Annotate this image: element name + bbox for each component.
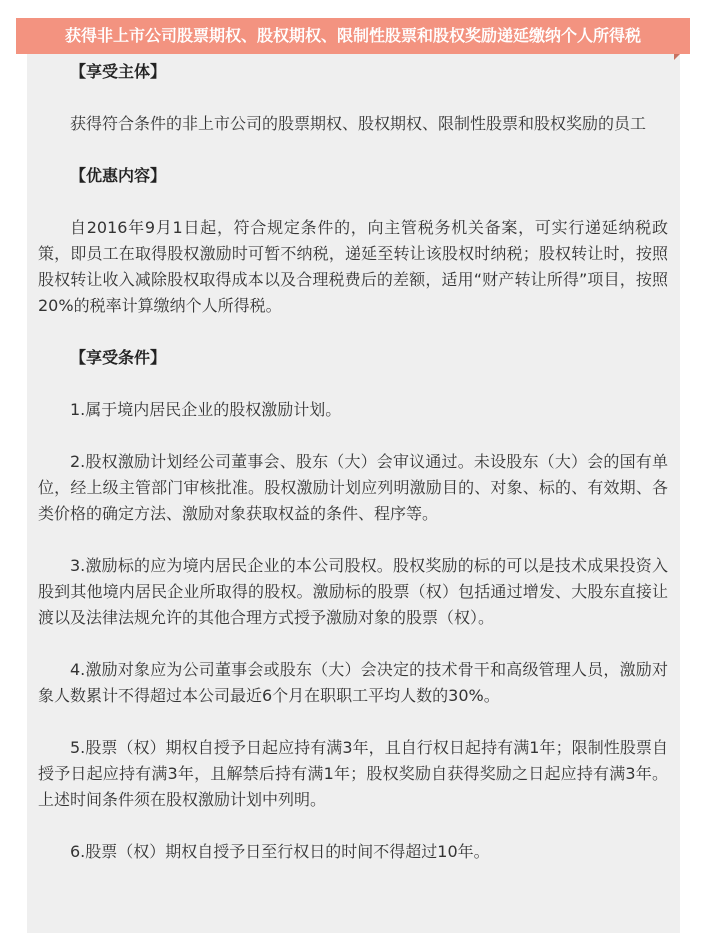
condition-item-5: 5.股票（权）期权自授予日起应持有满3年，且自行权日起持有满1年；限制性股票自授予日起应持有满3年，且解禁后持有满1年；股权奖励自获得奖励之日起应持有满3年。上述时间条件须在股权激励计划中列明。: [38, 738, 668, 809]
condition-item-6: 6.股票（权）期权自授予日至行权日的时间不得超过10年。: [70, 842, 490, 861]
content-card: [27, 44, 680, 933]
benefit-heading: 【优惠内容】: [70, 166, 167, 185]
subject-heading: 【享受主体】: [70, 62, 167, 81]
banner-fold: [674, 54, 680, 60]
benefit-text: 自2016年9月1日起，符合规定条件的，向主管税务机关备案，可实行递延纳税政策，即员工在取得股权激励时可暂不纳税，递延至转让该股权时纳税；股权转让时，按照股权转让收入减除股权取得成本以及合理税费后的差额，适用“财产转让所得”项目，按照20%的税率计算缴纳个人所得税。: [38, 218, 668, 315]
title-banner: 获得非上市公司股票期权、股权期权、限制性股票和股权奖励递延缴纳个人所得税: [16, 18, 690, 54]
conditions-heading: 【享受条件】: [70, 348, 167, 367]
condition-item-2: 2.股权激励计划经公司董事会、股东（大）会审议通过。未设股东（大）会的国有单位，经上级主管部门审核批准。股权激励计划应列明激励目的、对象、标的、有效期、各类价格的确定方法、激励对象获取权益的条件、程序等。: [38, 452, 668, 523]
subject-text: 获得符合条件的非上市公司的股票期权、股权期权、限制性股票和股权奖励的员工: [70, 114, 647, 133]
condition-item-4: 4.激励对象应为公司董事会或股东（大）会决定的技术骨干和高级管理人员，激励对象人数累计不得超过本公司最近6个月在职职工平均人数的30%。: [38, 660, 668, 705]
condition-item-1: 1.属于境内居民企业的股权激励计划。: [70, 400, 342, 419]
condition-item-3: 3.激励标的应为境内居民企业的本公司股权。股权奖励的标的可以是技术成果投资入股到其他境内居民企业所取得的股权。激励标的股票（权）包括通过增发、大股东直接让渡以及法律法规允许的其他合理方式授予激励对象的股票（权）。: [38, 556, 668, 627]
